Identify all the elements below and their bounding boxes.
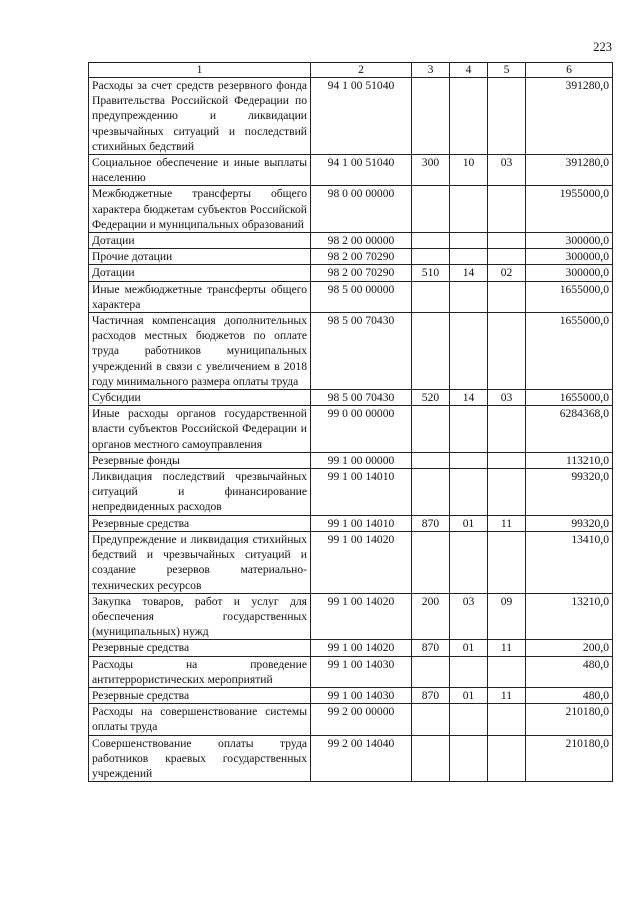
table-row — [89, 469, 613, 516]
expense-type-cell — [412, 186, 450, 233]
section-cell — [450, 406, 488, 453]
section-cell — [450, 704, 488, 735]
amount-cell: 99320,0 — [526, 469, 613, 516]
expense-type-cell — [412, 249, 450, 265]
target-code-cell: 99 1 00 14010 — [311, 515, 412, 531]
section-cell: 01 — [450, 515, 488, 531]
section-cell — [450, 281, 488, 312]
table-row — [89, 265, 613, 281]
table-row — [89, 406, 613, 453]
section-cell — [450, 313, 488, 390]
subsection-cell — [488, 313, 526, 390]
target-code-cell: 98 5 00 70430 — [311, 313, 412, 390]
target-code-cell: 99 1 00 14020 — [311, 531, 412, 593]
item-name-cell: Прочие дотации — [89, 249, 311, 265]
section-cell — [450, 186, 488, 233]
expense-type-cell: 870 — [412, 687, 450, 703]
section-cell — [450, 531, 488, 593]
subsection-cell — [488, 656, 526, 687]
target-code-cell: 98 2 00 70290 — [311, 265, 412, 281]
amount-cell: 300000,0 — [526, 249, 613, 265]
item-name-cell: Ликвидация последствий чрезвычайных ситуаций и финансирование непредвиденных расходов — [89, 469, 311, 516]
item-name-cell: Субсидии — [89, 390, 311, 406]
table-row — [89, 78, 613, 155]
table-row — [89, 186, 613, 233]
table-row — [89, 313, 613, 390]
subsection-cell: 11 — [488, 687, 526, 703]
expense-type-cell — [412, 281, 450, 312]
expense-type-cell — [412, 313, 450, 390]
header-row — [89, 63, 613, 78]
subsection-cell: 03 — [488, 390, 526, 406]
section-cell: 14 — [450, 265, 488, 281]
section-cell — [450, 249, 488, 265]
expense-type-cell: 870 — [412, 515, 450, 531]
section-cell: 01 — [450, 640, 488, 656]
target-code-cell: 99 1 00 14030 — [311, 687, 412, 703]
expense-type-cell — [412, 735, 450, 782]
item-name-cell: Резервные средства — [89, 640, 311, 656]
item-name-cell: Расходы на проведение антитеррористических мероприятий — [89, 656, 311, 687]
section-cell: 01 — [450, 687, 488, 703]
table-body — [89, 78, 613, 782]
amount-cell: 1955000,0 — [526, 186, 613, 233]
amount-cell: 480,0 — [526, 687, 613, 703]
subsection-cell: 09 — [488, 593, 526, 640]
section-cell — [450, 735, 488, 782]
target-code-cell: 99 2 00 14040 — [311, 735, 412, 782]
amount-cell: 13410,0 — [526, 531, 613, 593]
amount-cell: 6284368,0 — [526, 406, 613, 453]
table-row — [89, 515, 613, 531]
amount-cell: 300000,0 — [526, 265, 613, 281]
amount-cell: 210180,0 — [526, 735, 613, 782]
target-code-cell: 99 1 00 14020 — [311, 640, 412, 656]
subsection-cell — [488, 78, 526, 155]
column-header: 1 — [89, 63, 311, 78]
subsection-cell — [488, 249, 526, 265]
target-code-cell: 98 5 00 70430 — [311, 390, 412, 406]
table-row — [89, 390, 613, 406]
expense-type-cell: 870 — [412, 640, 450, 656]
amount-cell: 391280,0 — [526, 78, 613, 155]
table-row — [89, 687, 613, 703]
item-name-cell: Резервные средства — [89, 515, 311, 531]
subsection-cell — [488, 406, 526, 453]
amount-cell: 99320,0 — [526, 515, 613, 531]
table-row — [89, 249, 613, 265]
subsection-cell: 03 — [488, 155, 526, 186]
target-code-cell: 99 1 00 14010 — [311, 469, 412, 516]
item-name-cell: Резервные средства — [89, 687, 311, 703]
section-cell: 03 — [450, 593, 488, 640]
item-name-cell: Совершенствование оплаты труда работников краевых государственных учреждений — [89, 735, 311, 782]
item-name-cell: Иные межбюджетные трансферты общего характера — [89, 281, 311, 312]
amount-cell: 1655000,0 — [526, 281, 613, 312]
amount-cell: 391280,0 — [526, 155, 613, 186]
amount-cell: 13210,0 — [526, 593, 613, 640]
item-name-cell: Дотации — [89, 265, 311, 281]
column-header: 5 — [488, 63, 526, 78]
subsection-cell — [488, 452, 526, 468]
subsection-cell — [488, 469, 526, 516]
column-header: 4 — [450, 63, 488, 78]
table-row — [89, 593, 613, 640]
target-code-cell: 99 1 00 14030 — [311, 656, 412, 687]
column-header: 2 — [311, 63, 412, 78]
target-code-cell: 99 1 00 00000 — [311, 452, 412, 468]
target-code-cell: 98 2 00 00000 — [311, 233, 412, 249]
table-row — [89, 452, 613, 468]
section-cell: 10 — [450, 155, 488, 186]
section-cell — [450, 469, 488, 516]
target-code-cell: 98 0 00 00000 — [311, 186, 412, 233]
target-code-cell: 99 2 00 00000 — [311, 704, 412, 735]
target-code-cell: 99 0 00 00000 — [311, 406, 412, 453]
table-row — [89, 233, 613, 249]
expense-type-cell: 510 — [412, 265, 450, 281]
column-header: 3 — [412, 63, 450, 78]
target-code-cell: 94 1 00 51040 — [311, 78, 412, 155]
section-cell — [450, 78, 488, 155]
target-code-cell: 99 1 00 14020 — [311, 593, 412, 640]
amount-cell: 480,0 — [526, 656, 613, 687]
amount-cell: 300000,0 — [526, 233, 613, 249]
subsection-cell: 11 — [488, 515, 526, 531]
table-row — [89, 735, 613, 782]
item-name-cell: Резервные фонды — [89, 452, 311, 468]
table-row — [89, 155, 613, 186]
table-row — [89, 704, 613, 735]
item-name-cell: Предупреждение и ликвидация стихийных бедствий и чрезвычайных ситуаций и создание резервов материально-технических ресурсов — [89, 531, 311, 593]
expense-type-cell — [412, 704, 450, 735]
expense-type-cell — [412, 452, 450, 468]
expense-type-cell: 520 — [412, 390, 450, 406]
table-row — [89, 656, 613, 687]
expense-type-cell: 300 — [412, 155, 450, 186]
item-name-cell: Межбюджетные трансферты общего характера бюджетам субъектов Российской Федерации и муниципальных образований — [89, 186, 311, 233]
section-cell — [450, 233, 488, 249]
table-row — [89, 531, 613, 593]
subsection-cell — [488, 735, 526, 782]
subsection-cell — [488, 281, 526, 312]
item-name-cell: Расходы за счет средств резервного фонда Правительства Российской Федерации по предупреждению и ликвидации чрезвычайных ситуаций и последствий стихийных бедствий — [89, 78, 311, 155]
table-row — [89, 640, 613, 656]
subsection-cell: 02 — [488, 265, 526, 281]
item-name-cell: Частичная компенсация дополнительных расходов местных бюджетов по оплате труда работников муниципальных учреждений в связи с увеличением в 2018 году минимального размера оплаты труда — [89, 313, 311, 390]
item-name-cell: Иные расходы органов государственной власти субъектов Российской Федерации и органов местного самоуправления — [89, 406, 311, 453]
item-name-cell: Закупка товаров, работ и услуг для обеспечения государственных (муниципальных) нужд — [89, 593, 311, 640]
amount-cell: 210180,0 — [526, 704, 613, 735]
column-header: 6 — [526, 63, 613, 78]
amount-cell: 1655000,0 — [526, 390, 613, 406]
expense-type-cell — [412, 531, 450, 593]
table-row — [89, 281, 613, 312]
subsection-cell — [488, 186, 526, 233]
expense-type-cell: 200 — [412, 593, 450, 640]
target-code-cell: 94 1 00 51040 — [311, 155, 412, 186]
amount-cell: 1655000,0 — [526, 313, 613, 390]
page-number: 223 — [593, 40, 612, 54]
expense-type-cell — [412, 233, 450, 249]
subsection-cell — [488, 531, 526, 593]
section-cell — [450, 656, 488, 687]
subsection-cell — [488, 704, 526, 735]
item-name-cell: Социальное обеспечение и иные выплаты населению — [89, 155, 311, 186]
section-cell — [450, 452, 488, 468]
expense-type-cell — [412, 78, 450, 155]
expense-type-cell — [412, 406, 450, 453]
item-name-cell: Расходы на совершенствование системы оплаты труда — [89, 704, 311, 735]
item-name-cell: Дотации — [89, 233, 311, 249]
expense-type-cell — [412, 469, 450, 516]
subsection-cell — [488, 233, 526, 249]
amount-cell: 200,0 — [526, 640, 613, 656]
budget-table — [88, 62, 613, 782]
target-code-cell: 98 5 00 00000 — [311, 281, 412, 312]
amount-cell: 113210,0 — [526, 452, 613, 468]
target-code-cell: 98 2 00 70290 — [311, 249, 412, 265]
section-cell: 14 — [450, 390, 488, 406]
subsection-cell: 11 — [488, 640, 526, 656]
expense-type-cell — [412, 656, 450, 687]
